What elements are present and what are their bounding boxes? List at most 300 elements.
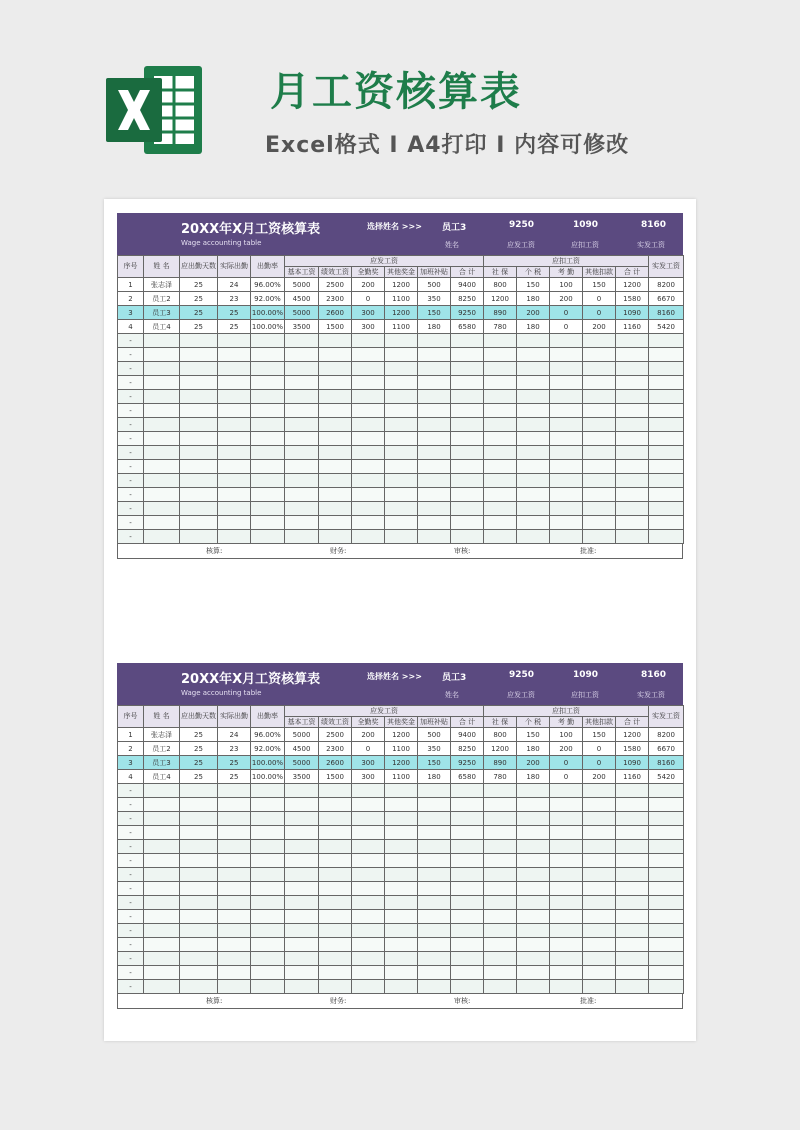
table-cell[interactable] (385, 516, 418, 530)
table-cell-seq[interactable]: - (118, 362, 144, 376)
table-cell[interactable] (550, 868, 583, 882)
table-cell[interactable] (649, 404, 684, 418)
table-cell[interactable] (385, 432, 418, 446)
table-cell[interactable]: 4500 (285, 742, 319, 756)
table-cell[interactable] (616, 812, 649, 826)
table-cell[interactable] (319, 798, 352, 812)
table-cell[interactable]: 180 (418, 770, 451, 784)
table-cell[interactable] (180, 966, 218, 980)
table-cell[interactable]: 8200 (649, 728, 684, 742)
table-cell[interactable] (251, 376, 285, 390)
table-cell[interactable] (451, 530, 484, 544)
table-cell[interactable] (319, 924, 352, 938)
table-cell[interactable]: 5000 (285, 278, 319, 292)
table-cell[interactable] (218, 530, 251, 544)
table-cell[interactable]: 25 (180, 320, 218, 334)
table-cell[interactable]: 200 (517, 756, 550, 770)
table-cell[interactable] (180, 952, 218, 966)
table-cell[interactable] (484, 334, 517, 348)
table-cell[interactable] (285, 334, 319, 348)
table-cell[interactable] (583, 882, 616, 896)
table-cell[interactable] (144, 980, 180, 994)
table-cell[interactable] (616, 460, 649, 474)
table-cell[interactable] (517, 784, 550, 798)
table-cell[interactable] (616, 938, 649, 952)
table-cell[interactable] (180, 488, 218, 502)
table-cell[interactable]: 张志泽 (144, 278, 180, 292)
table-cell[interactable] (418, 362, 451, 376)
table-cell[interactable] (385, 502, 418, 516)
table-cell[interactable] (285, 488, 319, 502)
table-cell[interactable] (352, 854, 385, 868)
table-cell[interactable] (251, 516, 285, 530)
table-cell[interactable] (218, 446, 251, 460)
table-cell[interactable] (616, 868, 649, 882)
table-cell[interactable] (649, 376, 684, 390)
table-cell[interactable]: 100.00% (251, 756, 285, 770)
table-cell[interactable]: 180 (517, 742, 550, 756)
table-cell[interactable]: 9250 (451, 756, 484, 770)
table-cell[interactable] (144, 938, 180, 952)
table-cell[interactable] (649, 854, 684, 868)
table-cell[interactable] (352, 460, 385, 474)
table-cell[interactable] (484, 516, 517, 530)
table-cell[interactable]: 0 (550, 770, 583, 784)
table-cell[interactable] (385, 812, 418, 826)
table-cell[interactable]: 100 (550, 728, 583, 742)
table-cell[interactable] (550, 896, 583, 910)
table-cell[interactable] (319, 812, 352, 826)
table-cell[interactable] (517, 348, 550, 362)
table-cell[interactable]: 员工4 (144, 770, 180, 784)
table-cell[interactable]: 6670 (649, 292, 684, 306)
table-cell[interactable] (285, 882, 319, 896)
table-cell[interactable] (218, 404, 251, 418)
table-cell[interactable] (616, 390, 649, 404)
table-cell[interactable]: 0 (352, 292, 385, 306)
table-cell[interactable] (180, 910, 218, 924)
table-cell[interactable]: 100.00% (251, 770, 285, 784)
table-cell[interactable] (583, 924, 616, 938)
table-cell[interactable] (144, 952, 180, 966)
table-cell[interactable] (583, 418, 616, 432)
table-cell[interactable] (385, 530, 418, 544)
table-cell[interactable] (352, 348, 385, 362)
table-cell[interactable]: 25 (180, 770, 218, 784)
table-cell[interactable] (319, 516, 352, 530)
table-cell[interactable] (218, 812, 251, 826)
table-cell[interactable] (285, 952, 319, 966)
table-cell[interactable] (218, 980, 251, 994)
table-cell[interactable] (550, 362, 583, 376)
table-cell[interactable] (649, 882, 684, 896)
table-cell[interactable] (616, 784, 649, 798)
table-cell[interactable] (218, 502, 251, 516)
table-cell[interactable]: 4500 (285, 292, 319, 306)
table-cell-seq[interactable]: - (118, 826, 144, 840)
table-cell[interactable] (319, 840, 352, 854)
table-cell[interactable] (180, 474, 218, 488)
table-cell[interactable] (616, 910, 649, 924)
table-cell[interactable] (352, 952, 385, 966)
table-cell[interactable]: 200 (583, 770, 616, 784)
table-cell[interactable] (583, 530, 616, 544)
table-cell[interactable] (583, 474, 616, 488)
table-cell[interactable] (418, 812, 451, 826)
table-cell[interactable] (251, 530, 285, 544)
table-cell[interactable] (649, 812, 684, 826)
table-cell[interactable] (517, 334, 550, 348)
table-cell[interactable] (385, 952, 418, 966)
table-cell[interactable] (385, 882, 418, 896)
table-cell[interactable]: 2600 (319, 306, 352, 320)
table-cell[interactable]: 8160 (649, 756, 684, 770)
table-cell[interactable] (251, 868, 285, 882)
table-cell[interactable]: 2300 (319, 742, 352, 756)
table-cell[interactable] (583, 362, 616, 376)
table-cell[interactable]: 150 (583, 278, 616, 292)
table-cell[interactable]: 24 (218, 278, 251, 292)
table-cell[interactable]: 780 (484, 770, 517, 784)
table-cell[interactable] (616, 348, 649, 362)
table-cell[interactable] (649, 798, 684, 812)
table-cell[interactable] (649, 840, 684, 854)
table-cell[interactable] (550, 502, 583, 516)
table-cell[interactable]: 5420 (649, 770, 684, 784)
table-cell[interactable] (251, 882, 285, 896)
table-cell-seq[interactable]: - (118, 924, 144, 938)
table-cell[interactable] (285, 812, 319, 826)
table-cell[interactable] (285, 530, 319, 544)
table-cell[interactable] (319, 530, 352, 544)
table-cell[interactable] (649, 868, 684, 882)
table-cell[interactable] (180, 348, 218, 362)
table-cell[interactable]: 200 (352, 728, 385, 742)
table-cell[interactable] (319, 488, 352, 502)
table-cell[interactable]: 0 (550, 756, 583, 770)
table-cell[interactable] (352, 502, 385, 516)
table-cell[interactable] (451, 868, 484, 882)
table-cell[interactable]: 100.00% (251, 320, 285, 334)
table-cell[interactable]: 9400 (451, 278, 484, 292)
table-cell[interactable] (319, 334, 352, 348)
table-cell[interactable]: 9250 (451, 306, 484, 320)
table-cell[interactable] (583, 516, 616, 530)
table-cell[interactable] (352, 784, 385, 798)
table-cell[interactable]: 150 (418, 756, 451, 770)
table-cell[interactable]: 300 (352, 770, 385, 784)
table-cell[interactable] (550, 980, 583, 994)
table-cell[interactable]: 1 (118, 278, 144, 292)
table-cell[interactable] (517, 896, 550, 910)
table-cell[interactable] (218, 798, 251, 812)
table-cell[interactable] (352, 868, 385, 882)
table-cell[interactable] (251, 390, 285, 404)
table-cell[interactable] (583, 488, 616, 502)
table-cell[interactable]: 800 (484, 728, 517, 742)
table-cell-seq[interactable]: - (118, 474, 144, 488)
table-cell[interactable] (550, 516, 583, 530)
table-cell[interactable] (550, 432, 583, 446)
table-cell[interactable] (218, 418, 251, 432)
table-cell[interactable]: 180 (517, 320, 550, 334)
table-cell[interactable] (180, 924, 218, 938)
table-cell[interactable] (418, 460, 451, 474)
table-cell[interactable] (451, 812, 484, 826)
table-cell[interactable] (583, 502, 616, 516)
table-cell[interactable] (352, 446, 385, 460)
table-cell[interactable] (484, 952, 517, 966)
table-cell[interactable] (517, 446, 550, 460)
table-cell[interactable] (484, 362, 517, 376)
table-cell[interactable] (583, 390, 616, 404)
table-cell[interactable]: 0 (550, 320, 583, 334)
table-cell[interactable] (517, 854, 550, 868)
table-cell[interactable]: 4 (118, 770, 144, 784)
table-cell[interactable] (144, 502, 180, 516)
table-cell[interactable] (319, 868, 352, 882)
table-cell[interactable] (418, 446, 451, 460)
table-cell[interactable]: 25 (180, 728, 218, 742)
table-cell[interactable]: 8250 (451, 742, 484, 756)
table-cell[interactable] (583, 826, 616, 840)
table-cell[interactable] (251, 896, 285, 910)
table-cell[interactable] (251, 474, 285, 488)
table-cell[interactable] (550, 418, 583, 432)
table-cell[interactable] (319, 910, 352, 924)
table-cell[interactable] (550, 530, 583, 544)
table-cell[interactable] (385, 826, 418, 840)
table-cell[interactable] (251, 798, 285, 812)
table-cell[interactable] (451, 938, 484, 952)
table-cell-seq[interactable]: - (118, 488, 144, 502)
table-cell[interactable] (180, 868, 218, 882)
table-cell[interactable] (352, 488, 385, 502)
table-cell[interactable] (451, 432, 484, 446)
table-cell[interactable] (484, 502, 517, 516)
table-cell[interactable] (285, 840, 319, 854)
table-cell[interactable] (451, 896, 484, 910)
table-cell[interactable]: 1100 (385, 742, 418, 756)
table-cell-seq[interactable]: - (118, 446, 144, 460)
table-cell[interactable] (451, 784, 484, 798)
table-cell[interactable] (616, 334, 649, 348)
table-cell[interactable] (649, 938, 684, 952)
table-cell[interactable] (285, 924, 319, 938)
table-cell[interactable] (616, 952, 649, 966)
table-cell[interactable] (218, 826, 251, 840)
table-cell[interactable] (517, 840, 550, 854)
selected-name-dropdown[interactable]: 员工3 (442, 673, 467, 683)
table-cell[interactable] (319, 362, 352, 376)
table-cell[interactable] (616, 826, 649, 840)
table-cell[interactable] (285, 474, 319, 488)
table-cell[interactable] (583, 868, 616, 882)
table-cell[interactable] (285, 432, 319, 446)
table-cell[interactable]: 5420 (649, 320, 684, 334)
table-cell[interactable] (285, 460, 319, 474)
table-cell[interactable]: 3500 (285, 770, 319, 784)
table-cell[interactable] (484, 376, 517, 390)
table-cell[interactable] (319, 432, 352, 446)
table-cell[interactable]: 180 (517, 292, 550, 306)
table-cell[interactable] (385, 460, 418, 474)
table-cell[interactable] (616, 966, 649, 980)
table-cell[interactable] (352, 840, 385, 854)
table-cell[interactable] (484, 854, 517, 868)
table-cell-seq[interactable]: - (118, 516, 144, 530)
table-cell[interactable] (484, 966, 517, 980)
table-cell[interactable] (484, 446, 517, 460)
table-cell[interactable] (418, 432, 451, 446)
table-cell[interactable] (451, 966, 484, 980)
table-cell[interactable] (451, 882, 484, 896)
table-cell[interactable] (319, 404, 352, 418)
table-cell[interactable] (451, 362, 484, 376)
table-cell[interactable] (180, 502, 218, 516)
table-cell-seq[interactable]: - (118, 812, 144, 826)
table-cell[interactable] (418, 826, 451, 840)
table-cell[interactable]: 890 (484, 306, 517, 320)
table-cell[interactable] (616, 882, 649, 896)
table-cell[interactable] (144, 390, 180, 404)
table-cell[interactable] (180, 798, 218, 812)
table-cell[interactable] (218, 460, 251, 474)
table-cell[interactable] (517, 966, 550, 980)
table-cell[interactable]: 1200 (385, 728, 418, 742)
table-cell[interactable]: 25 (180, 292, 218, 306)
table-cell[interactable]: 2500 (319, 728, 352, 742)
table-cell[interactable] (285, 376, 319, 390)
table-cell[interactable]: 5000 (285, 306, 319, 320)
table-cell[interactable] (218, 362, 251, 376)
table-cell[interactable] (583, 952, 616, 966)
table-cell[interactable] (218, 966, 251, 980)
table-cell[interactable] (550, 798, 583, 812)
table-cell[interactable] (144, 404, 180, 418)
table-cell[interactable] (180, 404, 218, 418)
table-cell[interactable] (649, 348, 684, 362)
table-cell[interactable] (517, 938, 550, 952)
table-cell[interactable] (451, 474, 484, 488)
table-cell[interactable]: 780 (484, 320, 517, 334)
table-cell[interactable] (385, 390, 418, 404)
table-cell[interactable] (385, 980, 418, 994)
table-cell[interactable] (352, 980, 385, 994)
table-cell[interactable] (285, 980, 319, 994)
table-cell[interactable]: 1200 (385, 756, 418, 770)
table-cell[interactable] (418, 784, 451, 798)
table-cell[interactable] (352, 474, 385, 488)
table-cell[interactable] (251, 966, 285, 980)
table-cell[interactable] (550, 938, 583, 952)
table-cell[interactable] (451, 952, 484, 966)
table-cell-seq[interactable]: - (118, 910, 144, 924)
table-cell[interactable] (616, 516, 649, 530)
table-cell[interactable]: 5000 (285, 728, 319, 742)
table-cell[interactable] (550, 784, 583, 798)
selected-name-dropdown[interactable]: 员工3 (442, 223, 467, 233)
table-cell-seq[interactable]: - (118, 432, 144, 446)
table-cell[interactable] (285, 502, 319, 516)
table-cell[interactable] (451, 826, 484, 840)
table-cell[interactable] (251, 446, 285, 460)
table-cell[interactable] (352, 798, 385, 812)
table-cell[interactable] (418, 502, 451, 516)
table-cell[interactable] (319, 952, 352, 966)
table-cell[interactable]: 2300 (319, 292, 352, 306)
table-cell[interactable] (649, 446, 684, 460)
table-cell[interactable]: 25 (218, 756, 251, 770)
table-cell[interactable]: 25 (218, 306, 251, 320)
table-cell[interactable]: 150 (517, 728, 550, 742)
table-cell[interactable] (385, 840, 418, 854)
table-cell[interactable] (484, 348, 517, 362)
table-cell[interactable] (451, 334, 484, 348)
table-cell[interactable]: 150 (418, 306, 451, 320)
table-cell[interactable] (484, 390, 517, 404)
table-cell[interactable]: 2 (118, 292, 144, 306)
table-cell[interactable] (484, 812, 517, 826)
table-cell[interactable] (616, 446, 649, 460)
table-cell-seq[interactable]: - (118, 502, 144, 516)
table-cell[interactable] (180, 516, 218, 530)
table-cell[interactable] (418, 404, 451, 418)
table-cell[interactable]: 0 (583, 756, 616, 770)
table-cell[interactable] (144, 516, 180, 530)
table-cell[interactable] (616, 798, 649, 812)
table-cell[interactable] (451, 910, 484, 924)
table-cell[interactable] (517, 418, 550, 432)
table-cell[interactable] (144, 854, 180, 868)
table-cell[interactable] (385, 446, 418, 460)
table-cell[interactable] (180, 446, 218, 460)
table-cell[interactable]: 8200 (649, 278, 684, 292)
table-cell[interactable] (550, 882, 583, 896)
table-cell[interactable]: 1090 (616, 756, 649, 770)
table-cell[interactable] (583, 938, 616, 952)
table-cell[interactable] (418, 854, 451, 868)
table-cell[interactable] (550, 826, 583, 840)
table-cell-seq[interactable]: - (118, 348, 144, 362)
table-cell[interactable]: 300 (352, 320, 385, 334)
table-cell[interactable] (583, 334, 616, 348)
table-cell[interactable] (180, 432, 218, 446)
table-cell[interactable] (180, 418, 218, 432)
table-cell[interactable] (550, 390, 583, 404)
table-cell[interactable] (550, 924, 583, 938)
table-cell[interactable] (285, 966, 319, 980)
table-cell[interactable] (616, 924, 649, 938)
table-cell[interactable] (319, 980, 352, 994)
table-cell[interactable] (484, 868, 517, 882)
table-cell[interactable] (484, 980, 517, 994)
table-cell[interactable] (385, 938, 418, 952)
table-cell[interactable] (352, 418, 385, 432)
table-cell[interactable] (583, 376, 616, 390)
table-cell[interactable] (649, 334, 684, 348)
table-cell[interactable] (180, 896, 218, 910)
table-cell[interactable] (144, 840, 180, 854)
table-cell[interactable] (418, 376, 451, 390)
table-cell[interactable]: 1200 (484, 292, 517, 306)
table-cell[interactable] (144, 966, 180, 980)
table-cell[interactable] (583, 460, 616, 474)
table-cell[interactable]: 1200 (385, 278, 418, 292)
table-cell[interactable]: 1100 (385, 320, 418, 334)
table-cell[interactable] (144, 362, 180, 376)
table-cell[interactable]: 2600 (319, 756, 352, 770)
